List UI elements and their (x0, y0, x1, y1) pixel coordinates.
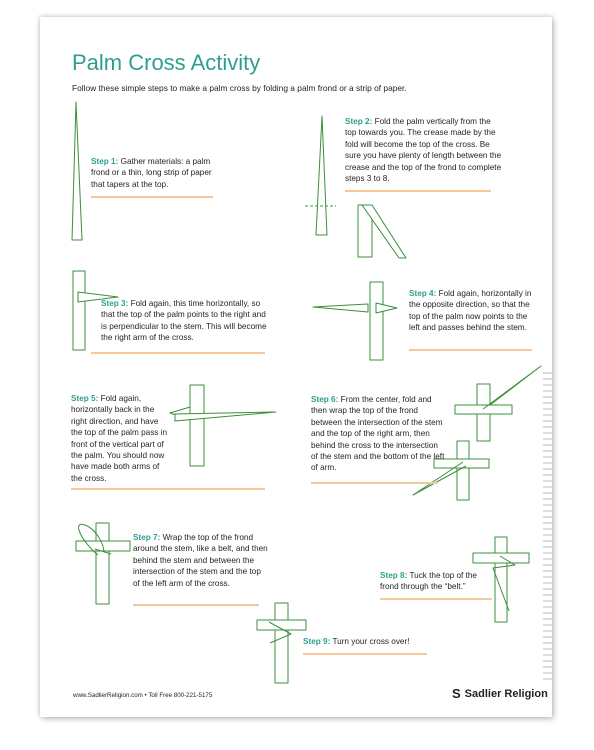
step3-stem (73, 271, 85, 350)
step6-arms-upper (455, 405, 512, 414)
step4-stem (370, 282, 383, 360)
step-1-body: Gather materials: a palm frond or a thin, long strip of paper that tapers at the top. (91, 157, 212, 189)
footer-website: www.SadlierReligion.com (73, 692, 143, 699)
step-9-text (303, 636, 413, 647)
step-5-text (71, 393, 169, 484)
step-3-label: Step 3: (101, 299, 129, 308)
step-6-body: From the center, fold and then wrap the top of the frond between the intersection of the stem and the top of the right arm, then behind the cross to the intersection of the stem and the bottom of the left of arm. (311, 395, 445, 473)
footer-separator: • (144, 692, 147, 699)
step-2-label: Step 2: (345, 117, 373, 126)
footer-phone: Toll Free 800-221-5175 (148, 692, 213, 699)
step-9-rule (303, 653, 427, 655)
step-5-body: Fold again, horizontally back in the right direction, and have the top of the palm pass in front of the vertical part of the palm. You should now have made both arms of the cross. (71, 394, 168, 483)
step-3-body: Fold again, this time horizontally, so that the top of the palm points to the right and is perpendicular to the stem. This will become the right arm of the cross. (101, 299, 267, 343)
step-2-body: Fold the palm vertically from the top towards you. The crease made by the fold will become the top of the cross. Be sure you have plenty of length between the crease and the top of the frond to complete steps 3 to 8. (345, 117, 502, 184)
step-1-rule (91, 196, 213, 198)
step2-palm-strip (316, 116, 327, 235)
step-8-text (380, 570, 490, 593)
step-3-text (101, 298, 269, 344)
step-7-text (133, 532, 269, 589)
step-8-rule (380, 598, 492, 600)
intro-text: Follow these simple steps to make a palm cross by folding a palm frond or a strip of paper. (72, 83, 407, 93)
step-9-label: Step 9: (303, 637, 331, 646)
step-5-rule (71, 488, 265, 490)
sadlier-religion-logo (452, 686, 548, 701)
step-8-body: Tuck the top of the frond through the “belt.” (380, 571, 477, 592)
step5-stem (190, 385, 204, 466)
step-4-label: Step 4: (409, 289, 437, 298)
step-6-rule (311, 482, 438, 484)
step9-stem (275, 603, 288, 683)
footer-contact (73, 692, 212, 699)
step4-left-arm (313, 304, 368, 312)
step-3-rule (91, 352, 265, 354)
page-title: Palm Cross Activity (72, 50, 261, 75)
step-2-text (345, 116, 503, 184)
step-7-rule (133, 604, 259, 606)
step5-right-arm (175, 412, 276, 421)
step-2-rule (345, 190, 491, 192)
step-9-body: Turn your cross over! (330, 637, 410, 646)
step-4-rule (409, 349, 532, 351)
step-1-label: Step 1: (91, 157, 119, 166)
step-4-body: Fold again, horizontally in the opposite direction, so that the top of the palm now points to the left and passes behind the stem. (409, 289, 532, 333)
step8-arms (473, 553, 529, 563)
sadlier-logo-text: Sadlier Religion (464, 687, 548, 700)
step-1-text (91, 156, 221, 190)
step-8-label: Step 8: (380, 571, 408, 580)
step6-frond-upper (483, 366, 541, 409)
step4-right-arm (376, 303, 397, 313)
step-7-body: Wrap the top of the frond around the stem, like a belt, and then behind the stem and between the intersection of the stem and the top of the left arm of the cross. (133, 533, 268, 588)
step-7-label: Step 7: (133, 533, 161, 542)
step-6-text (311, 394, 447, 474)
step-4-text (409, 288, 537, 334)
step-6-label: Step 6: (311, 395, 339, 404)
step-5-label: Step 5: (71, 394, 99, 403)
sadlier-logo-icon: S (452, 686, 461, 701)
step1-palm-strip (72, 102, 82, 240)
